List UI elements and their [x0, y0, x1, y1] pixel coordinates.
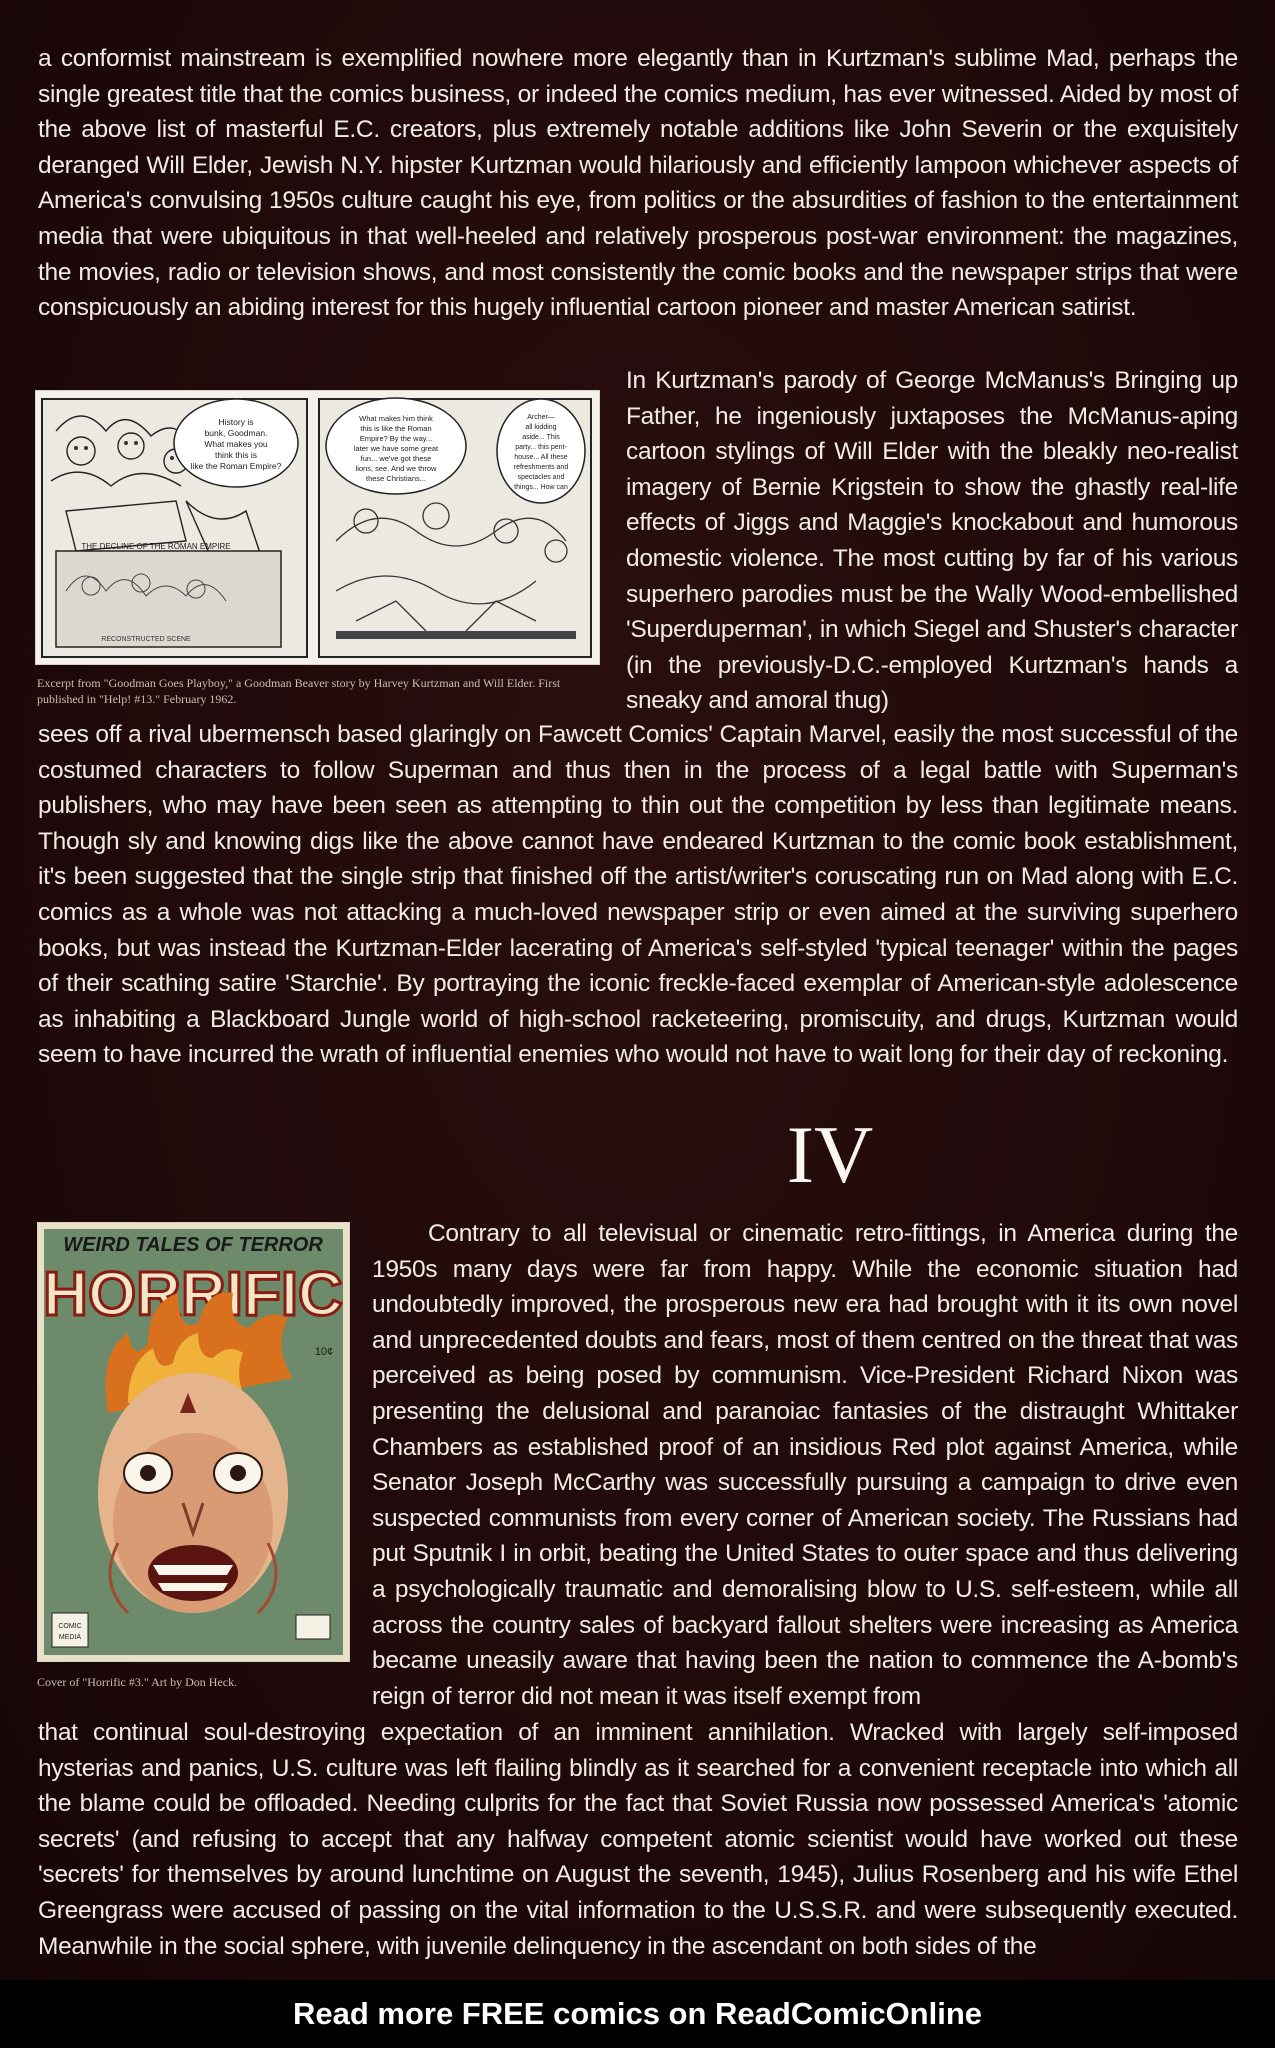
svg-text:things... How can: things... How can: [514, 484, 568, 491]
figure-horrific-cover: [37, 1222, 350, 1662]
svg-text:think this is: think this is: [214, 450, 258, 460]
svg-text:What makes him think: What makes him think: [359, 414, 433, 423]
svg-text:refreshments and: refreshments and: [513, 464, 569, 471]
svg-text:Archer—: Archer—: [527, 414, 555, 421]
svg-text:house... All these: house... All these: [514, 454, 568, 461]
promo-banner-text[interactable]: Read more FREE comics on ReadComicOnline: [292, 1996, 983, 2031]
svg-text:RECONSTRUCTED SCENE: RECONSTRUCTED SCENE: [101, 636, 191, 643]
svg-text:MEDIA: MEDIA: [58, 1634, 82, 1641]
paragraph-3: sees off a rival ubermensch based glaringly on Fawcett Comics' Captain Marvel, easily the most successful of the costumed characters to follow Superman and thus then in the process of a legal battle with Superman's publishers, who may have been seen as attempting to thin out the competition by less than legitimate means. Though sly and knowing digs like the above cannot have endeared Kurtzman to the comic book establishment, it's been suggested that the single strip that finished off the artist/writer's coruscating run on Mad along with E.C. comics as a whole was not attacking a much-loved newspaper strip or even aimed at the surviving superhero books, but was instead the Kurtzman-Elder lacerating of America's self-styled 'typical teenager' within the pages of their scathing satire 'Starchie'. By portraying the iconic freckle-faced exemplar of American-style adolescence as inhabiting a Blackboard Jungle world of high-school racketeering, promiscuity, and drugs, Kurtzman would seem to have incurred the wrath of influential enemies who would not have to wait long for their day of reckoning.: [38, 721, 1238, 1069]
svg-text:History is: History is: [218, 417, 254, 427]
svg-text:aside... This: aside... This: [522, 434, 560, 441]
paragraph-1: a conformist mainstream is exemplified nowhere more elegantly than in Kurtzman's sublime Mad, perhaps the single greatest title that the comics business, or indeed the comics medium, has ever witnessed. Aided by most of the above list of masterful E.C. creators, plus extremely notable additions like John Severin or the exquisitely deranged Will Elder, Jewish N.Y. hipster Kurtzman would hilariously and efficiently lampoon whichever aspects of America's convulsing 1950s culture caught his eye, from politics or the absurdities of fashion to the entertainment media that were ubiquitous in that well-heeled and relatively prosperous post-war environment: the magazines, the movies, radio or television shows, and most consistently the comic books and the newspaper strips that were conspicuously an abiding interest for this hugely influential cartoon pioneer and master American satirist.: [38, 45, 1238, 322]
paragraph-4: Contrary to all televisual or cinematic retro-fittings, in America during the 1950s many days were far from happy. While the economic situation had undoubtedly improved, the prosperous new era had brought with it its own novel and unprecedented doubts and fears, most of them centred on the threat that was perceived as being posed by communism. Vice-President Richard Nixon was presenting the delusional and paranoiac fantasies of the distraught Whittaker Chambers as established proof of an insidious Red plot against America, while Senator Joseph McCarthy was successfully pursuing a campaign to drive even suspected communists from every corner of American society. The Russians had put Sputnik I in orbit, beating the United States to outer space and thus delivering a psychologically traumatic and demoralising blow to U.S. self-esteem, while all across the country sales of backyard fallout shelters were increasing as America became uneasily aware that having been the nation to commence the A-bomb's reign of terror did not mean it was itself exempt from: [372, 1220, 1238, 1710]
svg-text:bunk, Goodman.: bunk, Goodman.: [204, 428, 268, 438]
figure-goodman-beaver: [35, 390, 600, 665]
svg-text:party... this pent-: party... this pent-: [515, 444, 567, 451]
svg-text:COMIC: COMIC: [58, 1623, 82, 1630]
svg-text:fun... we've got these: fun... we've got these: [360, 454, 432, 463]
figure-2-caption: Cover of "Horrific #3." Art by Don Heck.: [37, 1675, 238, 1689]
svg-text:What makes you: What makes you: [204, 439, 268, 449]
svg-text:HORRIFIC: HORRIFIC: [43, 1260, 343, 1329]
paragraph-5: that continual soul-destroying expectation of an imminent annihilation. Wracked with largely self-imposed hysterias and panics, U.S. culture was left flailing blindly as it searched for a convenient receptacle into which all the blame could be offloaded. Needing culprits for the fact that Soviet Russia now possessed America's 'atomic secrets' (and refusing to accept that any halfway competent atomic scientist would have worked out these 'secrets' for themselves by around lunchtime on August the seventh, 1945), Julius Rosenberg and his wife Ethel Greengrass were accused of passing on the vital information to the U.S.S.R. and were subsequently executed. Meanwhile in the social sphere, with juvenile delinquency in the ascendant on both sides of the: [38, 1719, 1238, 1960]
figure-1-caption: Excerpt from "Goodman Goes Playboy," a Goodman Beaver story by Harvey Kurtzman and Will Elder. First published in "Help! #13." February 1962.: [37, 676, 561, 706]
svg-text:this is like the Roman: this is like the Roman: [360, 424, 432, 433]
svg-text:like the Roman Empire?: like the Roman Empire?: [190, 461, 282, 471]
svg-text:Empire? By the way...: Empire? By the way...: [359, 434, 433, 443]
svg-text:lions, see. And we throw: lions, see. And we throw: [355, 464, 437, 473]
svg-text:spectacles and: spectacles and: [517, 474, 565, 481]
svg-text:later we have some great: later we have some great: [353, 444, 439, 453]
svg-text:10¢: 10¢: [314, 1346, 334, 1358]
paragraph-2: In Kurtzman's parody of George McManus's Bringing up Father, he ingeniously juxtaposes the McManus-aping cartoon stylings of Will Elder with the bleakly neo-realist imagery of Bernie Krigstein to show the ghastly real-life effects of Jiggs and Maggie's knockabout and humorous domestic violence. The most cutting by far of his various superhero parodies must be the Wally Wood-embellished 'Superduperman', in which Siegel and Shuster's character (in the previously-D.C.-employed Kurtzman's hands a sneaky and amoral thug): [626, 367, 1238, 715]
svg-text:these Christians...: these Christians...: [365, 474, 427, 483]
section-numeral: IV: [786, 1109, 874, 1200]
svg-text:THE DECLINE OF THE ROMAN EMPIR: THE DECLINE OF THE ROMAN EMPIRE: [81, 542, 231, 551]
svg-text:all kidding: all kidding: [525, 424, 557, 431]
svg-text:WEIRD TALES OF TERROR: WEIRD TALES OF TERROR: [63, 1234, 323, 1256]
